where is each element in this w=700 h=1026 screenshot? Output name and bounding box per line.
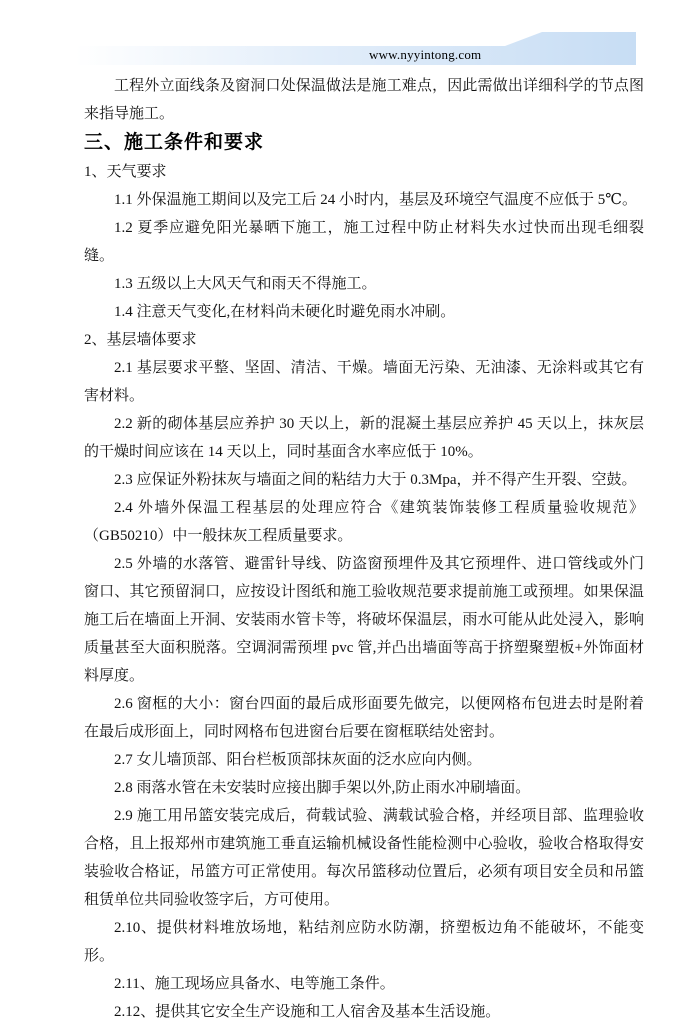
subsection-2-title: 2、基层墙体要求 (84, 332, 197, 348)
clause-2-5: 2.5 外墙的水落管、避雷针导线、防盗窗预埋件及其它预埋件、进口管线或外门窗口、其它预留洞口，应按设计图纸和施工验收规范要求提前施工或预埋。如果保温施工后在墙面上开洞、安装雨水管卡等，将破坏保温层，雨水可能从此处浸入，影响质量甚至大面积脱落。空调洞需预埋 pvc 管,并凸出墙面等高于挤塑聚塑板+外饰面材料厚度。 (84, 556, 644, 684)
header-banner-graphic (0, 0, 700, 70)
clause-2-4: 2.4 外墙外保温工程基层的处理应符合《建筑装饰装修工程质量验收规范》（GB50210）中一般抹灰工程质量要求。 (84, 500, 644, 544)
clause-1-4: 1.4 注意天气变化,在材料尚未硬化时避免雨水冲刷。 (114, 304, 456, 320)
site-url-text: www.nyyintong.com (369, 47, 482, 62)
clause-2-10: 2.10、提供材料堆放场地，粘结剂应防水防潮，挤塑板边角不能破坏，不能变形。 (84, 920, 644, 964)
clause-2-8: 2.8 雨落水管在未安装时应接出脚手架以外,防止雨水冲刷墙面。 (114, 780, 531, 796)
clause-2-3: 2.3 应保证外粉抹灰与墙面之间的粘结力大于 0.3Mpa，并不得产生开裂、空鼓。 (114, 472, 637, 488)
section-heading: 三、施工条件和要求 (84, 132, 265, 153)
clause-2-9: 2.9 施工用吊篮安装完成后，荷载试验、满载试验合格，并经项目部、监理验收合格，且上报郑州市建筑施工垂直运输机械设备性能检测中心验收，验收合格取得安装验收合格证，吊篮方可正常使用。每次吊篮移动位置后，必须有项目安全员和吊篮租赁单位共同验收签字后，方可使用。 (84, 808, 644, 908)
clause-1-1: 1.1 外保温施工期间以及完工后 24 小时内，基层及环境空气温度不应低于 5℃。 (114, 192, 638, 208)
clause-2-6: 2.6 窗框的大小：窗台四面的最后成形面要先做完，以便网格布包进去时是附着在最后成形面上，同时网格布包进窗台后要在窗框联结处密封。 (84, 696, 644, 740)
clause-2-2: 2.2 新的砌体基层应养护 30 天以上，新的混凝土基层应养护 45 天以上，抹灰层的干燥时间应该在 14 天以上，同时基面含水率应低于 10%。 (84, 416, 644, 460)
clause-2-1: 2.1 基层要求平整、坚固、清洁、干燥。墙面无污染、无油漆、无涂料或其它有害材料。 (84, 360, 644, 404)
intro-paragraph: 工程外立面线条及窗洞口处保温做法是施工难点，因此需做出详细科学的节点图来指导施工。 (84, 78, 644, 122)
clause-2-11: 2.11、施工现场应具备水、电等施工条件。 (114, 976, 395, 992)
subsection-1-title: 1、天气要求 (84, 164, 167, 180)
clause-2-7: 2.7 女儿墙顶部、阳台栏板顶部抹灰面的泛水应向内侧。 (114, 752, 482, 768)
clause-1-3: 1.3 五级以上大风天气和雨天不得施工。 (114, 276, 377, 292)
banner-swoosh-shape (75, 32, 636, 65)
document-content (84, 72, 644, 1026)
clause-2-12: 2.12、提供其它安全生产设施和工人宿舍及基本生活设施。 (114, 1004, 501, 1020)
clause-1-2: 1.2 夏季应避免阳光暴晒下施工，施工过程中防止材料失水过快而出现毛细裂缝。 (84, 220, 644, 264)
